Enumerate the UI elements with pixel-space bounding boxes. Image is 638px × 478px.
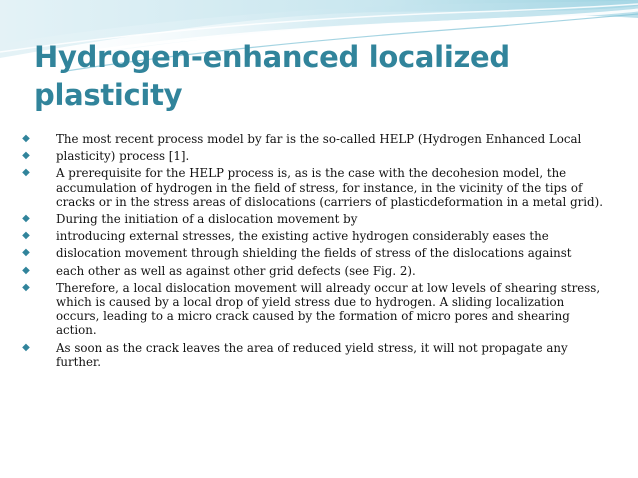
diamond-bullet-icon: ◆	[22, 281, 30, 293]
bullet-item	[16, 149, 620, 163]
bullet-text: Therefore, a local dislocation movement will already occur at low levels of shearing stress, which is caused by a local drop of yield stress due to hydrogen. A sliding localization occurs, leading to a micro crack caused by the formation of micro pores and shearing action.	[56, 280, 601, 338]
bullet-item	[16, 132, 620, 146]
bullet-text: A prerequisite for the HELP process is, as is the case with the decohesion model, the accumulation of hydrogen in the field of stress, for instance, in the vicinity of the tips of cracks or in the stress areas of dislocations (carriers of plasticdeformation in a metal grid).	[56, 166, 603, 209]
bullet-item	[16, 229, 620, 243]
diamond-bullet-icon: ◆	[22, 167, 30, 179]
diamond-bullet-icon: ◆	[22, 247, 30, 259]
bullet-list	[16, 132, 620, 372]
diamond-bullet-icon: ◆	[22, 150, 30, 162]
bullet-text: each other as well as against other grid defects (see Fig. 2).	[56, 263, 416, 278]
diamond-bullet-icon: ◆	[22, 264, 30, 276]
bullet-item	[16, 166, 620, 209]
diamond-bullet-icon: ◆	[22, 341, 30, 353]
bullet-item	[16, 212, 620, 226]
bullet-item	[16, 246, 620, 260]
bullet-text: During the initiation of a dislocation movement by	[56, 212, 358, 227]
bullet-item	[16, 264, 620, 278]
bullet-text: introducing external stresses, the existing active hydrogen considerably eases the	[56, 229, 549, 244]
bullet-text: The most recent process model by far is the so-called HELP (Hydrogen Enhanced Local	[56, 132, 582, 146]
diamond-bullet-icon: ◆	[22, 213, 30, 225]
bullet-text: As soon as the crack leaves the area of reduced yield stress, it will not propagate any further.	[56, 340, 568, 369]
bullet-item	[16, 341, 620, 369]
slide-title: Hydrogen-enhanced localized plasticity	[34, 40, 510, 112]
diamond-bullet-icon: ◆	[22, 133, 30, 144]
bullet-item	[16, 281, 620, 338]
diamond-bullet-icon: ◆	[22, 230, 30, 242]
bullet-text: plasticity) process [1].	[56, 149, 190, 164]
bullet-text: dislocation movement through shielding the fields of stress of the dislocations against	[56, 246, 572, 261]
